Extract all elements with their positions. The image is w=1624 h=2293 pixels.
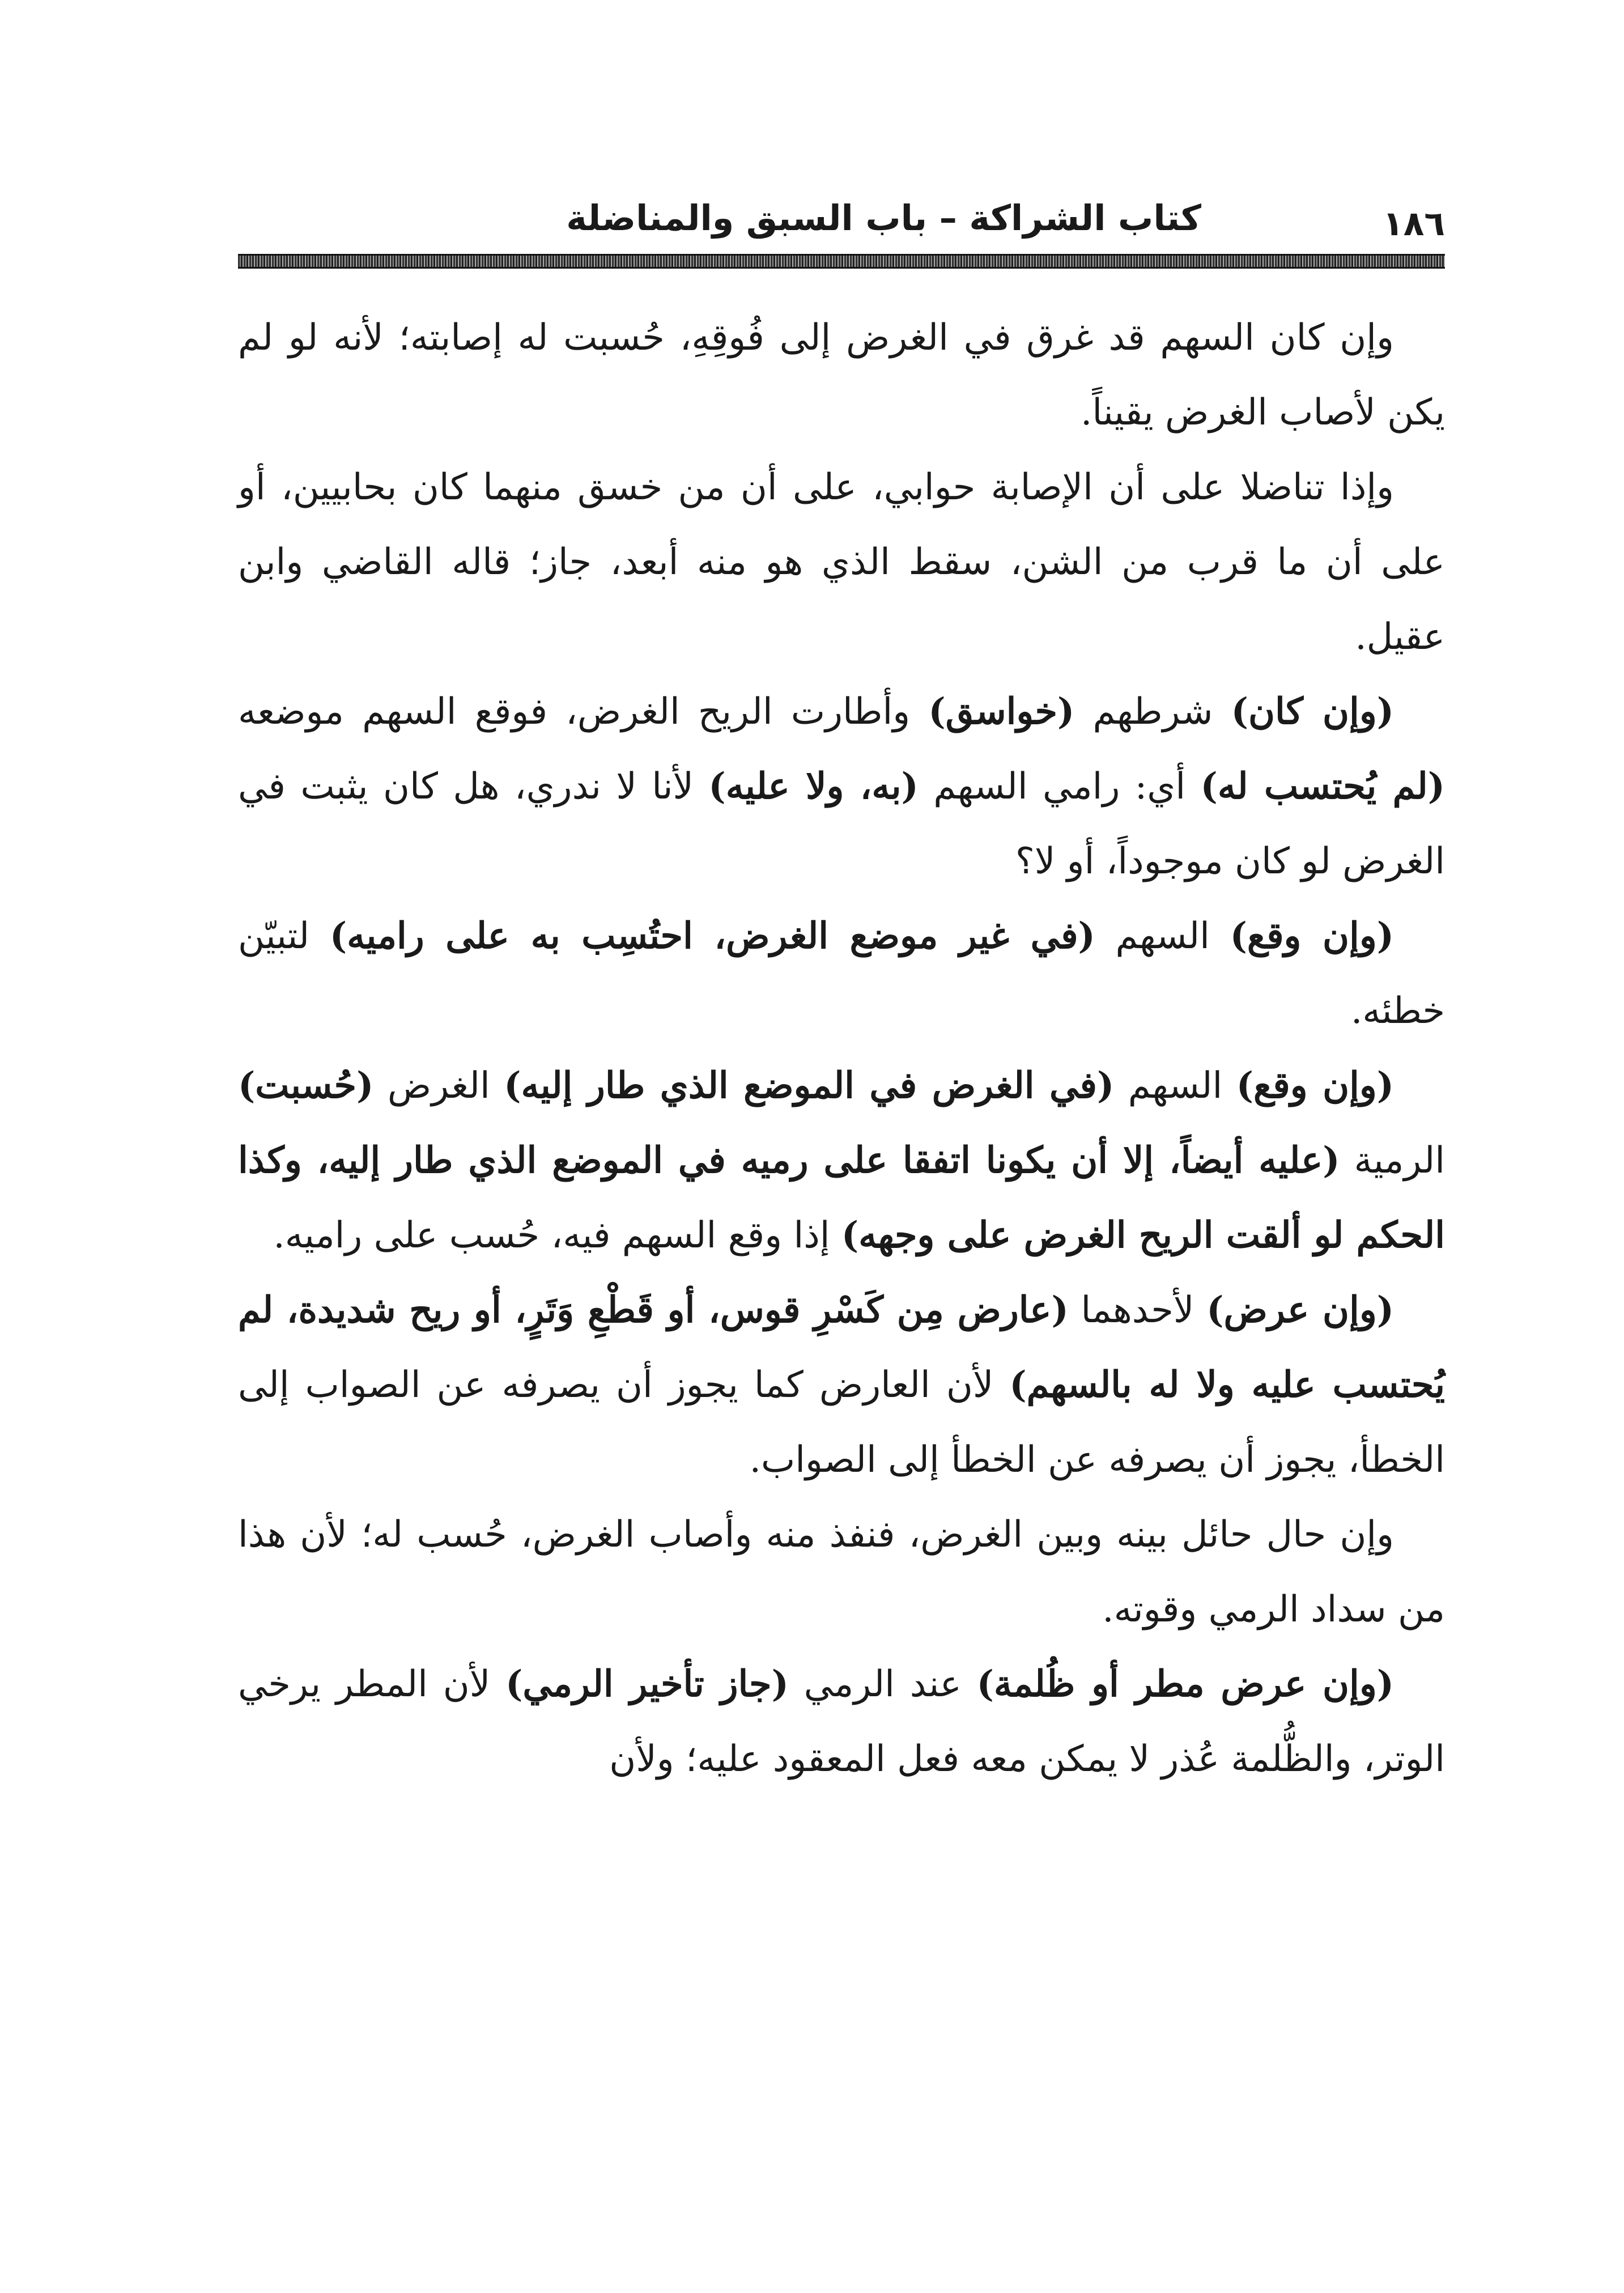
bold-span: (عليه أيضاً، إلا أن يكونا اتفقا على رميه في الموضع الذي طار إليه، وكذا الحكم لو ألقت الريح الغرض على وجهه) <box>238 1139 1445 1256</box>
text-span: عند الرمي <box>788 1663 977 1705</box>
bold-span: (وإن عرض) <box>1206 1289 1395 1331</box>
bold-span: (به، ولا عليه) <box>708 765 919 808</box>
running-header <box>238 187 1445 249</box>
paragraph <box>238 300 1445 450</box>
text-span: لأن المطر يرخي الوتر، والظُّلمة عُذر لا يمكن معه فعل المعقود عليه؛ ولأن <box>238 1663 1445 1780</box>
text-span: إذا وقع السهم فيه، حُسب على راميه. <box>273 1215 841 1256</box>
paragraph <box>238 1647 1445 1797</box>
paragraph <box>238 1048 1445 1273</box>
text-span: أي: رامي السهم <box>918 766 1201 808</box>
text-span: شرطهم <box>1074 691 1231 733</box>
bold-span: (وإن وقع) <box>1236 1064 1395 1107</box>
bold-span: (وإن كان) <box>1231 690 1395 733</box>
bold-span: (لم يُحتسب له) <box>1200 765 1446 808</box>
text-span: وأطارت الريح الغرض، فوقع السهم موضعه <box>238 691 929 733</box>
bold-span: (وإن عرض مطر أو ظُلمة) <box>976 1663 1395 1705</box>
text-span: وإن حال حائل بينه وبين الغرض، فنفذ منه وأصاب الغرض، حُسب له؛ لأن هذا من سداد الرمي وقوته. <box>238 1514 1445 1630</box>
text-span: السهم <box>1095 915 1230 957</box>
paragraph <box>238 674 1445 899</box>
text-span: وإن كان السهم قد غرق في الغرض إلى فُوقِهِ، حُسبت له إصابته؛ لأنه لو لم يكن لأصاب الغرض يقيناً. <box>238 317 1445 434</box>
header-rule <box>238 254 1445 269</box>
bold-span: (خواسق) <box>928 690 1075 733</box>
bold-span: (عارض مِن كَسْرِ قوس، أو قَطْعِ وَتَرٍ، أو ريح شديدة، لم يُحتسب عليه ولا له بالسهم) <box>238 1289 1446 1406</box>
text-span: لأن العارض كما يجوز أن يصرفه عن الصواب إلى الخطأ، يجوز أن يصرفه عن الخطأ إلى الصواب. <box>238 1364 1445 1481</box>
text-span: الغرض <box>373 1065 504 1107</box>
paragraph <box>238 1273 1445 1497</box>
text-span: الرمية <box>1340 1140 1446 1182</box>
bold-span: (في الغرض في الموضع الذي طار إليه) <box>504 1064 1115 1107</box>
bold-span: (جاز تأخير الرمي) <box>505 1663 789 1705</box>
paragraph <box>238 450 1445 674</box>
paragraph <box>238 899 1445 1048</box>
text-span: لأنا لا ندري، هل كان يثبت في الغرض لو كان موجوداً، أو لا؟ <box>238 766 1445 882</box>
text-span: لتبيّن خطئه. <box>238 915 1445 1032</box>
text-span: لأحدهما <box>1068 1289 1207 1331</box>
main-text <box>238 300 1445 1797</box>
bold-span: (وإن وقع) <box>1230 915 1395 957</box>
bold-span: (في غير موضع الغرض، احتُسِب به على راميه) <box>329 915 1095 957</box>
bold-span: (حُسبت) <box>238 1064 374 1107</box>
page-number: ١٨٦ <box>1383 204 1445 244</box>
paragraph <box>238 1497 1445 1647</box>
header-title: كتاب الشراكة – باب السبق والمناضلة <box>566 197 1201 239</box>
text-span: وإذا تناضلا على أن الإصابة حوابي، على أن من خسق منهما كان بحابيين، أو على أن ما قرب من الشن، سقط الذي هو منه أبعد، جاز؛ قاله القاضي وابن عقيل. <box>238 466 1445 658</box>
text-span: السهم <box>1114 1065 1236 1107</box>
